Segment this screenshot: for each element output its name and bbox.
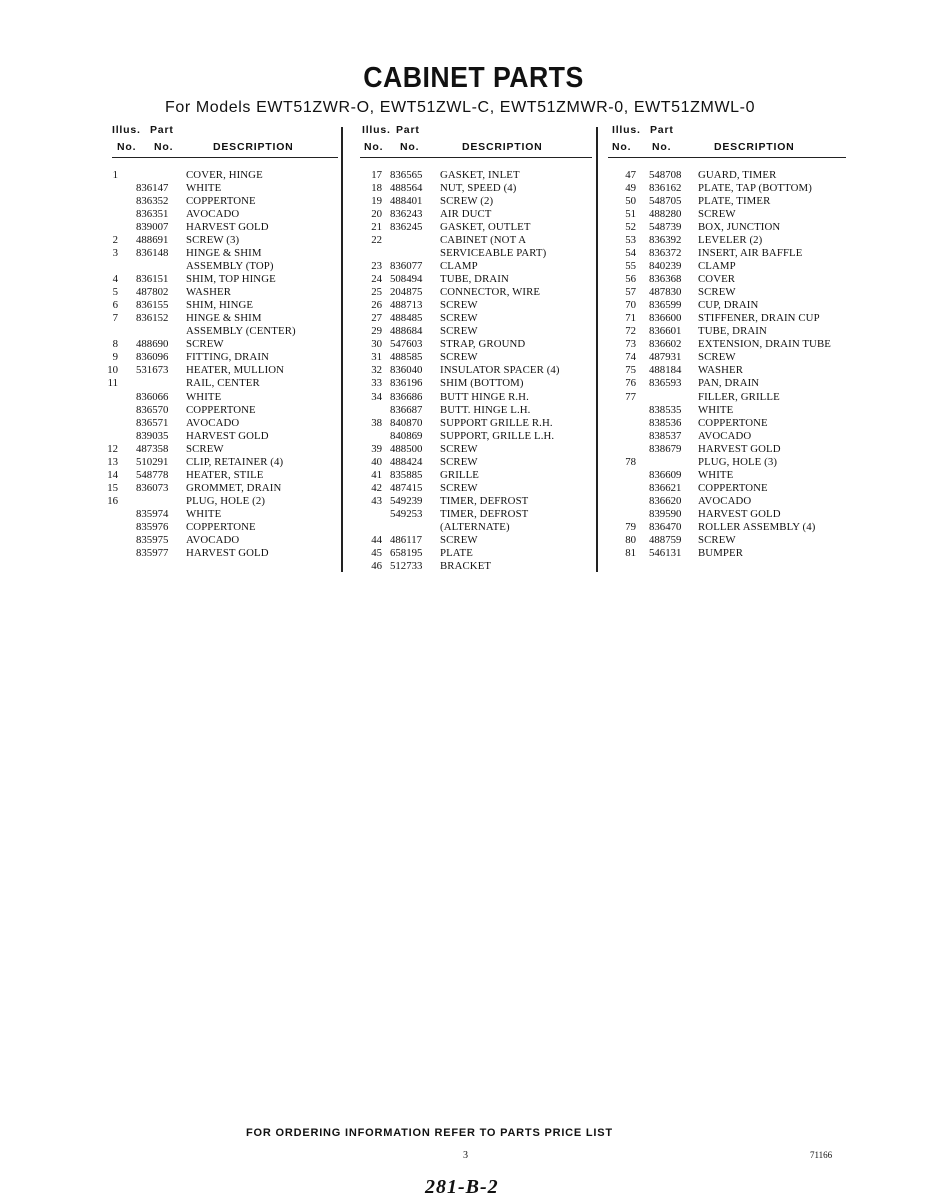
part-number: 835975	[136, 533, 169, 546]
part-description: SHIM, HINGE	[186, 299, 254, 312]
part-description: SCREW	[440, 533, 478, 546]
part-number: 835974	[136, 507, 169, 520]
header-part: Part	[396, 124, 420, 136]
part-description: SCREW	[440, 442, 478, 455]
part-description: STIFFENER, DRAIN CUP	[698, 312, 820, 325]
part-description: PLUG, HOLE (2)	[186, 494, 266, 507]
models-subtitle: For Models EWT51ZWR-O, EWT51ZWL-C, EWT51ZMWR-0, EWT51ZMWL-0	[165, 99, 756, 116]
illus-number: 16	[107, 494, 118, 507]
part-description: HARVEST GOLD	[186, 546, 269, 559]
part-number: 835885	[390, 468, 423, 481]
part-description: LEVELER (2)	[698, 234, 763, 247]
illus-number: 49	[625, 182, 636, 195]
illus-number: 39	[371, 442, 382, 455]
part-number: 487931	[649, 351, 682, 364]
illus-number: 42	[371, 481, 382, 494]
part-description: HARVEST GOLD	[698, 507, 781, 520]
part-number: 836570	[136, 403, 169, 416]
part-number: 836599	[649, 299, 682, 312]
part-description: SCREW	[698, 286, 736, 299]
part-description: COPPERTONE	[698, 416, 768, 429]
part-number: 488690	[136, 338, 169, 351]
part-number: 836372	[649, 247, 682, 260]
header-part-no: No.	[154, 141, 174, 153]
part-description: SCREW	[186, 338, 224, 351]
part-number: 836151	[136, 273, 169, 286]
part-number: 488424	[390, 455, 423, 468]
illus-number: 72	[625, 325, 636, 338]
part-description: HARVEST GOLD	[698, 442, 781, 455]
illus-number: 24	[371, 273, 382, 286]
illus-number: 2	[112, 234, 118, 247]
part-description: SUPPORT GRILLE R.H.	[440, 416, 553, 429]
part-number: 836147	[136, 182, 169, 195]
part-description: PAN, DRAIN	[698, 377, 760, 390]
illus-number: 73	[625, 338, 636, 351]
part-number: 836601	[649, 325, 682, 338]
part-number: 488759	[649, 533, 682, 546]
illus-number: 51	[625, 208, 636, 221]
column-divider	[341, 127, 343, 572]
illus-number: 20	[371, 208, 382, 221]
part-description: ASSEMBLY (CENTER)	[186, 325, 296, 338]
part-number: 658195	[390, 546, 423, 559]
part-number: 840869	[390, 429, 423, 442]
part-number: 488500	[390, 442, 423, 455]
part-number: 836152	[136, 312, 169, 325]
illus-number: 10	[107, 364, 118, 377]
illus-number: 75	[625, 364, 636, 377]
illus-number: 30	[371, 338, 382, 351]
part-description: PLATE, TAP (BOTTOM)	[698, 182, 812, 195]
part-description: EXTENSION, DRAIN TUBE	[698, 338, 831, 351]
part-description: PLATE	[440, 546, 473, 559]
part-number: 836155	[136, 299, 169, 312]
part-number: 836470	[649, 520, 682, 533]
part-description: SCREW	[440, 455, 478, 468]
part-number: 487830	[649, 286, 682, 299]
part-description: GASKET, INLET	[440, 169, 520, 181]
part-number: 486117	[390, 533, 422, 546]
part-number: 488713	[390, 299, 423, 312]
part-number: 548739	[649, 221, 682, 234]
header-part: Part	[650, 124, 674, 136]
illus-number: 47	[625, 169, 636, 181]
part-number: 838679	[649, 442, 682, 455]
part-description: WASHER	[698, 364, 743, 377]
illus-number: 6	[112, 299, 118, 312]
part-description: SCREW	[440, 481, 478, 494]
part-description: RAIL, CENTER	[186, 377, 260, 390]
part-number: 549253	[390, 507, 423, 520]
illus-number: 17	[371, 169, 382, 181]
part-description: TIMER, DEFROST	[440, 494, 529, 507]
part-number: 547603	[390, 338, 423, 351]
header-illus-no: No.	[612, 141, 632, 153]
part-number: 836620	[649, 494, 682, 507]
part-number: 838535	[649, 403, 682, 416]
part-description: AVOCADO	[186, 416, 240, 429]
header-underline	[608, 157, 846, 158]
illus-number: 80	[625, 533, 636, 546]
illus-number: 76	[625, 377, 636, 390]
part-description: BUTT HINGE R.H.	[440, 390, 529, 403]
illus-number: 54	[625, 247, 636, 260]
header-illus: Illus.	[112, 124, 141, 136]
part-description: WHITE	[186, 507, 222, 520]
handwritten-note: 281-B-2	[425, 1176, 499, 1198]
illus-number: 19	[371, 195, 382, 208]
header-underline	[112, 157, 338, 158]
part-number: 836565	[390, 169, 423, 181]
part-number: 204875	[390, 286, 423, 299]
part-number: 836621	[649, 481, 682, 494]
illus-number: 78	[625, 455, 636, 468]
part-number: 836066	[136, 390, 169, 403]
part-description: BOX, JUNCTION	[698, 221, 781, 234]
part-description: WHITE	[698, 403, 734, 416]
document-code: 71166	[810, 1150, 833, 1160]
part-number: 549239	[390, 494, 423, 507]
part-description: GRILLE	[440, 468, 479, 481]
part-description: TUBE, DRAIN	[698, 325, 767, 338]
part-description: PLUG, HOLE (3)	[698, 455, 778, 468]
part-description: SCREW	[440, 351, 478, 364]
part-number: 836148	[136, 247, 169, 260]
ordering-info-note: FOR ORDERING INFORMATION REFER TO PARTS PRICE LIST	[246, 1127, 613, 1139]
part-description: AVOCADO	[698, 494, 752, 507]
part-description: STRAP, GROUND	[440, 338, 526, 351]
part-number: 548778	[136, 468, 169, 481]
part-description: PLATE, TIMER	[698, 195, 771, 208]
header-description: DESCRIPTION	[462, 141, 543, 153]
part-description: ASSEMBLY (TOP)	[186, 260, 274, 273]
part-number: 836243	[390, 208, 423, 221]
illus-number: 3	[112, 247, 118, 260]
part-description: GASKET, OUTLET	[440, 221, 531, 234]
part-number: 836571	[136, 416, 169, 429]
illus-number: 34	[371, 390, 382, 403]
illus-number: 9	[112, 351, 118, 364]
part-description: INSULATOR SPACER (4)	[440, 364, 560, 377]
part-description: COPPERTONE	[186, 520, 256, 533]
part-description: SCREW	[186, 442, 224, 455]
part-description: TIMER, DEFROST	[440, 507, 529, 520]
part-description: SCREW	[440, 299, 478, 312]
part-description: ROLLER ASSEMBLY (4)	[698, 520, 816, 533]
part-description: COPPERTONE	[186, 195, 256, 208]
part-number: 836686	[390, 390, 423, 403]
illus-number: 57	[625, 286, 636, 299]
part-number: 508494	[390, 273, 423, 286]
part-description: CLIP, RETAINER (4)	[186, 455, 284, 468]
illus-number: 41	[371, 468, 382, 481]
part-number: 839035	[136, 429, 169, 442]
illus-number: 56	[625, 273, 636, 286]
part-description: SCREW	[698, 208, 736, 221]
illus-number: 74	[625, 351, 636, 364]
part-number: 838536	[649, 416, 682, 429]
part-description: GROMMET, DRAIN	[186, 481, 282, 494]
part-description: WHITE	[186, 182, 222, 195]
part-description: CUP, DRAIN	[698, 299, 759, 312]
illus-number: 40	[371, 455, 382, 468]
part-number: 836687	[390, 403, 423, 416]
part-number: 487358	[136, 442, 169, 455]
part-number: 531673	[136, 364, 169, 377]
part-number: 488684	[390, 325, 423, 338]
part-description: BUTT. HINGE L.H.	[440, 403, 531, 416]
part-number: 488485	[390, 312, 423, 325]
illus-number: 29	[371, 325, 382, 338]
part-number: 487415	[390, 481, 423, 494]
part-description: BRACKET	[440, 559, 492, 572]
illus-number: 11	[107, 377, 118, 390]
part-description: HARVEST GOLD	[186, 221, 269, 234]
part-number: 836368	[649, 273, 682, 286]
header-illus: Illus.	[612, 124, 641, 136]
part-description: SCREW (2)	[440, 195, 494, 208]
page-title: CABINET PARTS	[363, 62, 584, 94]
part-description: SUPPORT, GRILLE L.H.	[440, 429, 555, 442]
part-number: 488280	[649, 208, 682, 221]
illus-number: 71	[625, 312, 636, 325]
part-number: 836040	[390, 364, 423, 377]
illus-number: 7	[112, 312, 118, 325]
illus-number: 38	[371, 416, 382, 429]
part-description: (ALTERNATE)	[440, 520, 510, 533]
illus-number: 13	[107, 455, 118, 468]
part-description: WASHER	[186, 286, 231, 299]
illus-number: 22	[371, 234, 382, 247]
part-description: CABINET (NOT A	[440, 234, 527, 247]
part-description: HARVEST GOLD	[186, 429, 269, 442]
illus-number: 8	[112, 338, 118, 351]
illus-number: 18	[371, 182, 382, 195]
page-number: 3	[463, 1150, 468, 1161]
part-number: 488585	[390, 351, 423, 364]
part-description: CONNECTOR, WIRE	[440, 286, 541, 299]
part-number: 510291	[136, 455, 169, 468]
part-number: 836196	[390, 377, 423, 390]
part-number: 840239	[649, 260, 682, 273]
part-description: AIR DUCT	[440, 208, 492, 221]
part-description: HINGE & SHIM	[186, 312, 262, 325]
illus-number: 4	[112, 273, 118, 286]
part-description: WHITE	[698, 468, 734, 481]
part-number: 836077	[390, 260, 423, 273]
illus-number: 14	[107, 468, 118, 481]
part-number: 836162	[649, 182, 682, 195]
part-number: 836352	[136, 195, 169, 208]
part-number: 836600	[649, 312, 682, 325]
part-number: 836593	[649, 377, 682, 390]
illus-number: 44	[371, 533, 382, 546]
part-description: TUBE, DRAIN	[440, 273, 509, 286]
header-illus-no: No.	[364, 141, 384, 153]
part-number: 488401	[390, 195, 423, 208]
part-description: HEATER, STILE	[186, 468, 264, 481]
part-description: COPPERTONE	[186, 403, 256, 416]
part-description: HINGE & SHIM	[186, 247, 262, 260]
header-description: DESCRIPTION	[714, 141, 795, 153]
part-description: FILLER, GRILLE	[698, 390, 780, 403]
illus-number: 27	[371, 312, 382, 325]
header-underline	[360, 157, 592, 158]
part-description: WHITE	[186, 390, 222, 403]
part-description: SCREW	[440, 325, 478, 338]
part-number: 548705	[649, 195, 682, 208]
part-description: CLAMP	[698, 260, 736, 273]
part-number: 836351	[136, 208, 169, 221]
part-number: 488564	[390, 182, 423, 195]
part-description: COVER, HINGE	[186, 169, 263, 181]
part-number: 836392	[649, 234, 682, 247]
part-number: 836609	[649, 468, 682, 481]
header-illus: Illus.	[362, 124, 391, 136]
illus-number: 31	[371, 351, 382, 364]
header-illus-no: No.	[117, 141, 137, 153]
part-number: 548708	[649, 169, 682, 181]
part-number: 836073	[136, 481, 169, 494]
part-description: SHIM (BOTTOM)	[440, 377, 524, 390]
part-description: AVOCADO	[186, 533, 240, 546]
illus-number: 32	[371, 364, 382, 377]
header-part-no: No.	[400, 141, 420, 153]
illus-number: 46	[371, 559, 382, 572]
illus-number: 5	[112, 286, 118, 299]
part-description: INSERT, AIR BAFFLE	[698, 247, 803, 260]
part-number: 838537	[649, 429, 682, 442]
illus-number: 52	[625, 221, 636, 234]
illus-number: 23	[371, 260, 382, 273]
part-description: CLAMP	[440, 260, 478, 273]
illus-number: 79	[625, 520, 636, 533]
part-description: COPPERTONE	[698, 481, 768, 494]
part-description: BUMPER	[698, 546, 744, 559]
part-description: SCREW	[698, 533, 736, 546]
illus-number: 12	[107, 442, 118, 455]
part-description: NUT, SPEED (4)	[440, 182, 517, 195]
illus-number: 50	[625, 195, 636, 208]
part-number: 546131	[649, 546, 682, 559]
part-number: 836245	[390, 221, 423, 234]
part-number: 488691	[136, 234, 169, 247]
part-number: 488184	[649, 364, 682, 377]
part-number: 487802	[136, 286, 169, 299]
column-divider	[596, 127, 598, 572]
part-number: 835976	[136, 520, 169, 533]
part-description: SHIM, TOP HINGE	[186, 273, 276, 286]
part-number: 835977	[136, 546, 169, 559]
illus-number: 77	[625, 390, 636, 403]
header-description: DESCRIPTION	[213, 141, 294, 153]
part-description: AVOCADO	[186, 208, 240, 221]
illus-number: 15	[107, 481, 118, 494]
illus-number: 43	[371, 494, 382, 507]
part-description: SCREW (3)	[186, 234, 240, 247]
part-number: 839590	[649, 507, 682, 520]
part-number: 839007	[136, 221, 169, 234]
illus-number: 25	[371, 286, 382, 299]
part-description: HEATER, MULLION	[186, 364, 285, 377]
part-number: 836096	[136, 351, 169, 364]
part-description: SERVICEABLE PART)	[440, 247, 547, 260]
part-description: GUARD, TIMER	[698, 169, 777, 181]
part-description: AVOCADO	[698, 429, 752, 442]
illus-number: 21	[371, 221, 382, 234]
header-part: Part	[150, 124, 174, 136]
illus-number: 33	[371, 377, 382, 390]
part-number: 512733	[390, 559, 423, 572]
part-description: SCREW	[698, 351, 736, 364]
header-part-no: No.	[652, 141, 672, 153]
part-number: 836602	[649, 338, 682, 351]
part-description: SCREW	[440, 312, 478, 325]
illus-number: 81	[625, 546, 636, 559]
illus-number: 1	[112, 169, 118, 181]
illus-number: 55	[625, 260, 636, 273]
part-description: FITTING, DRAIN	[186, 351, 269, 364]
illus-number: 26	[371, 299, 382, 312]
illus-number: 53	[625, 234, 636, 247]
part-description: COVER	[698, 273, 736, 286]
part-number: 840870	[390, 416, 423, 429]
illus-number: 70	[625, 299, 636, 312]
illus-number: 45	[371, 546, 382, 559]
